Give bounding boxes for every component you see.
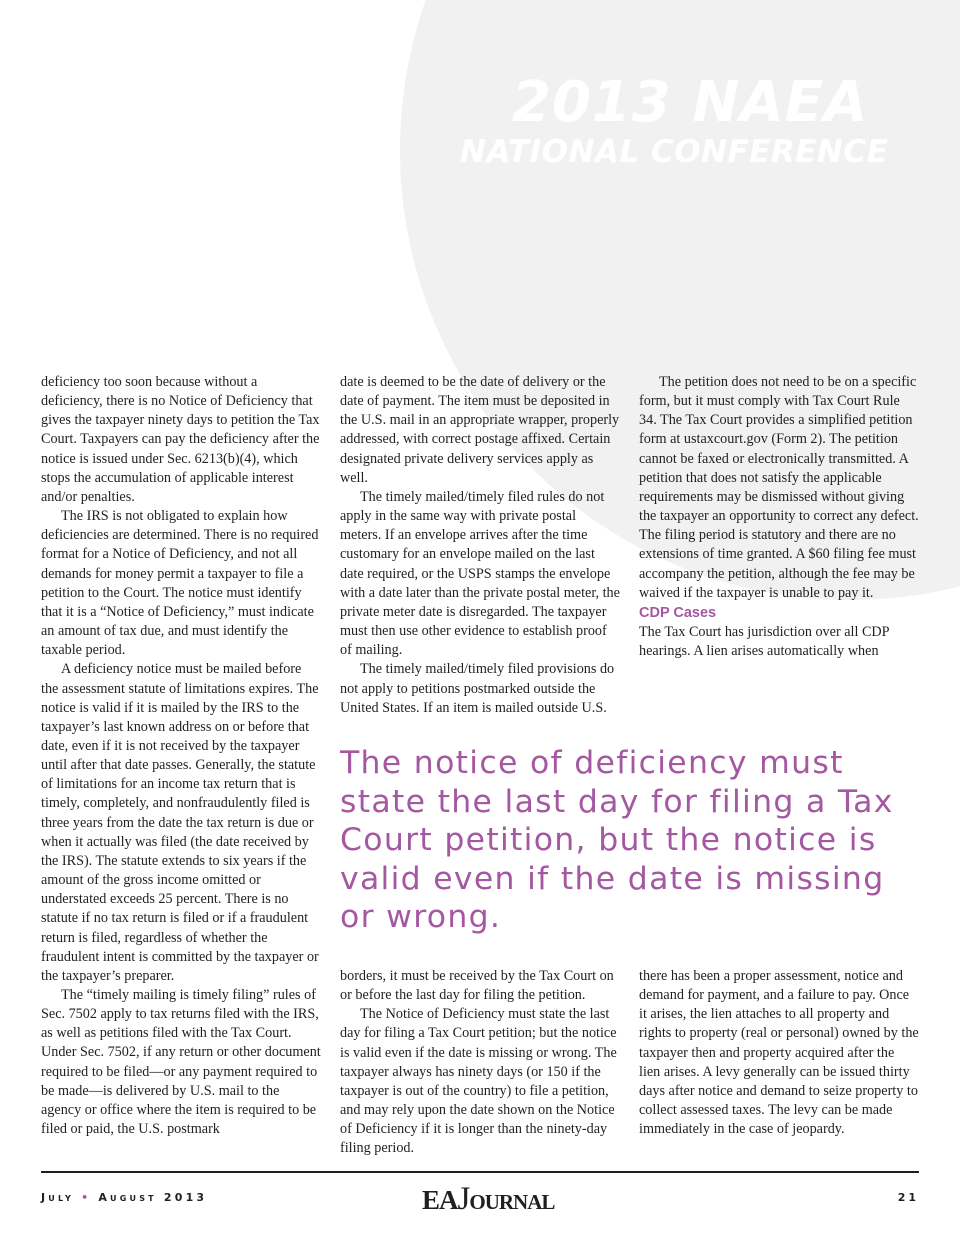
paragraph: date is deemed to be the date of delivery or the date of payment. The item must be deposited in the U.S. mail in an appropriate wrapper, properly addressed, with correct postage affixed. Certain designated private delivery services apply as well. [340,374,620,486]
footer-divider [41,1171,919,1173]
article-column-3-top [639,373,919,661]
paragraph: The timely mailed/timely filed provisions do not apply to petitions postmarked outside the United States. If an item is mailed outside U.S. [340,661,615,716]
article-column-1 [41,373,321,1139]
ea-journal-logo: EAJOURNAL [422,1181,555,1217]
footer-separator-dot: • [81,1191,92,1204]
paragraph: The Tax Court has jurisdiction over all CDP hearings. A lien arises automatically when [639,623,890,660]
article-column-3-bottom [639,967,919,1139]
footer-month-1: July [41,1191,75,1204]
pull-quote: The notice of deficiency must state the last day for filing a Tax Court petition, but the notice is valid even if the date is missing or wrong. [340,745,894,935]
article-column-2-top [340,373,620,718]
footer-issue-date [41,1191,207,1204]
paragraph: A deficiency notice must be mailed before the assessment statute of limitations expires. The notice is valid if it is mailed by the IRS to the taxpayer’s last known address on or before that date, even if it is not received by the taxpayer until after that date passes. Generally, the statute of limitations for an income tax return that is timely, completely, and nonfraudulently filed is three years from the date the tax return is due or when it actually was filed (the date received by the IRS). The statute extends to six years if the amount of the gross income omitted or understated exceeds 25 percent. There is no statute if no tax return is filed or if a fraudulent return is filed, regardless of whether the fraudulent intent is committed by the taxpayer or the taxpayer’s preparer. [41,661,319,984]
conference-title-subtitle: NATIONAL CONFERENCE [460,134,889,170]
conference-title [460,72,960,170]
paragraph: there has been a proper assessment, notice and demand for payment, and a failure to pay. Once it arises, the lien attaches to all property and rights to property (real or personal) owned by the taxpayer then and property acquired after the lien arises. A levy generally can be issued thirty days after notice and demand to seize property to collect assessed taxes. The levy can be made immediately in the case of jeopardy. [639,968,919,1138]
conference-title-year: 2013 NAEA [512,70,869,135]
section-heading-cdp-cases: CDP Cases [639,604,717,621]
paragraph: The “timely mailing is timely filing” rules of Sec. 7502 apply to tax returns filed with the IRS, as well as petitions filed with the Tax Court. Under Sec. 7502, if any return or other document required to be filed—or any payment required to be made—is delivered by U.S. mail to the agency or office where the item is required to be filed or paid, the U.S. postmark [41,987,321,1138]
paragraph: borders, it must be received by the Tax Court on or before the last day for filing the petition. [340,968,614,1004]
paragraph: The timely mailed/timely filed rules do not apply in the same way with private postal meters. If an envelope arrives after the time customary for an envelope mailed on the last date required, or the USPS stamps the envelope with a date later than the private postal meter, the private meter date is disregarded. The taxpayer must then use other evidence to establish proof of mailing. [340,488,620,659]
page-number: 21 [897,1191,919,1204]
paragraph: The Notice of Deficiency must state the last day for filing a Tax Court petition; but the notice is valid even if the date is missing or wrong. The taxpayer always has ninety days (or 150 if the taxpayer is out of the country) to file a petition, and may rely upon the date shown on the Notice of Deficiency if it is longer than the ninety-day filing period. [340,1006,617,1157]
article-column-2-bottom [340,967,620,1159]
paragraph: The IRS is not obligated to explain how deficiencies are determined. There is no required format for a Notice of Deficiency, and not all demands for money permit a taxpayer to file a petition to the Court. The notice must identify that it is a “Notice of Deficiency,” must indicate an amount of tax due, and must identify the taxable period. [41,508,319,659]
paragraph: The petition does not need to be on a specific form, but it must comply with Tax Court Rule 34. The Tax Court provides a simplified petition form at ustaxcourt.gov (Form 2). The petition cannot be faxed or electronically transmitted. A petition that does not satisfy the applicable requirements may be dismissed without giving the taxpayer an opportunity to correct any defect. The filing period is statutory and there are no extensions of time granted. A $60 filing fee must accompany the petition, although the fee may be waived if the taxpayer is unable to pay it. [639,374,919,601]
paragraph: deficiency too soon because without a deficiency, there is no Notice of Deficiency that gives the taxpayer ninety days to petition the Tax Court. Taxpayers can pay the deficiency after the notice is issued under Sec. 6213(b)(4), which stops the accumulation of applicable interest and/or penalties. [41,374,320,505]
footer-month-2: August 2013 [98,1191,208,1204]
